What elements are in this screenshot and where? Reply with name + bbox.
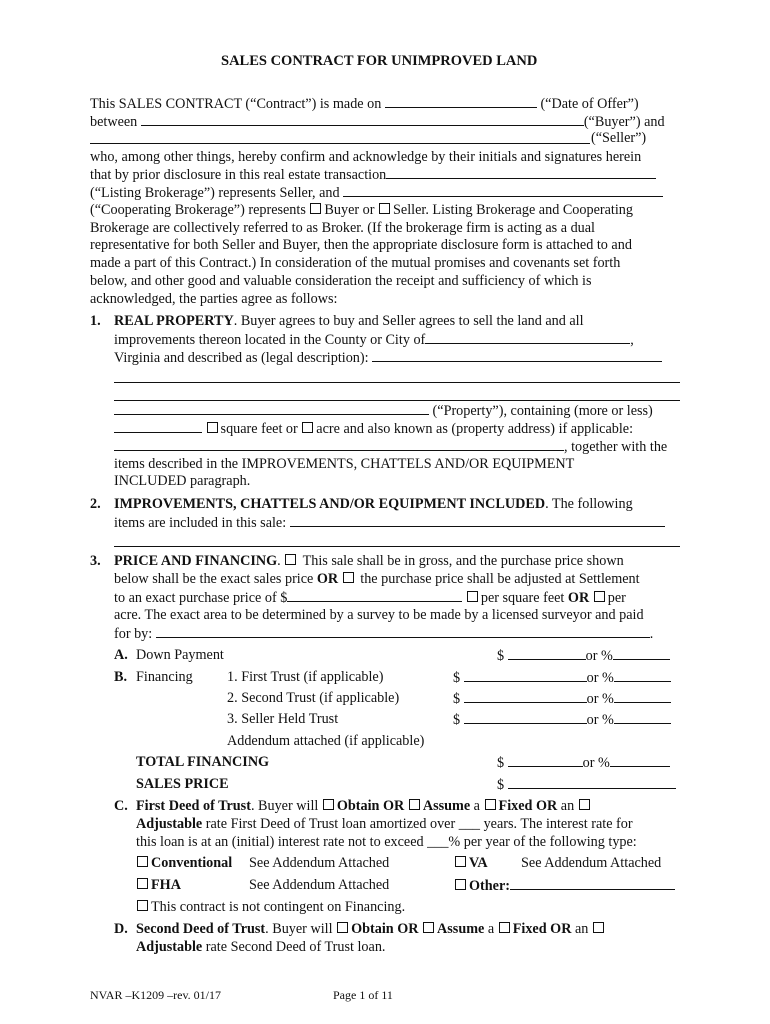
- included-items-field-2[interactable]: [114, 546, 680, 547]
- section-text: This contract is not contingent on Financing.: [151, 899, 406, 915]
- section-1-line-10: INCLUDED paragraph.: [114, 473, 251, 489]
- survey-paid-by-field[interactable]: [156, 625, 650, 638]
- section-3-line-5: [114, 625, 653, 643]
- second-deed-line-1: [136, 921, 607, 938]
- first-deed-line-1: [136, 798, 593, 815]
- section-text: .: [649, 626, 654, 642]
- section-text: VA: [469, 855, 488, 871]
- dollar-sign: $: [497, 777, 505, 793]
- down-payment-field[interactable]: [508, 647, 586, 660]
- intro-text: Seller. Listing Brokerage and Cooperating: [393, 202, 633, 218]
- first-trust-label: 1. First Trust (if applicable): [227, 669, 384, 685]
- county-city-field[interactable]: [425, 331, 630, 344]
- intro-line-9: representative for both Seller and Buyer, then the appropriate disclosure form is attached to and: [90, 237, 632, 253]
- first-deed-line-2: [136, 816, 633, 833]
- section-text: . Buyer will: [250, 798, 319, 814]
- date-of-offer-field[interactable]: [385, 95, 537, 108]
- or-percent-label: or %: [586, 712, 614, 728]
- other-field[interactable]: [510, 877, 675, 890]
- section-text: , together with the: [564, 439, 668, 455]
- or-percent-label: or %: [586, 691, 614, 707]
- total-financing-percent-field[interactable]: [610, 754, 670, 767]
- intro-line-11: below, and other good and valuable consideration the receipt and sufficiency of which is: [90, 273, 592, 289]
- section-1-line-8: [114, 438, 667, 456]
- section-1-heading: REAL PROPERTY: [114, 313, 234, 329]
- section-text: . Buyer agrees to buy and Seller agrees to sell the land and all: [233, 313, 584, 329]
- dollar-sign: $: [453, 691, 461, 707]
- second-deed-obtain-checkbox[interactable]: [337, 922, 348, 933]
- first-deed-heading: First Deed of Trust: [136, 798, 251, 814]
- section-1-line-1: [114, 313, 584, 330]
- section-text: . Buyer will: [265, 921, 333, 937]
- total-financing-field[interactable]: [508, 754, 583, 767]
- section-2-number: 2.: [90, 496, 101, 512]
- or-percent-label: or %: [582, 755, 610, 771]
- total-financing-label: TOTAL FINANCING: [136, 754, 270, 770]
- section-text: improvements thereon located in the County or City of: [114, 332, 426, 348]
- second-deed-adjustable-checkbox[interactable]: [593, 922, 604, 933]
- section-3-line-1: [114, 553, 624, 570]
- first-trust-amount: [453, 669, 671, 687]
- section-text: .: [277, 553, 281, 569]
- seller-held-trust-amount: [453, 711, 671, 729]
- addendum-label: Addendum attached (if applicable): [227, 733, 425, 749]
- property-address-field[interactable]: [114, 438, 564, 451]
- section-3-heading: PRICE AND FINANCING: [114, 553, 278, 569]
- intro-text: This SALES CONTRACT (“Contract”) is made on: [90, 96, 382, 112]
- intro-line-5: [90, 166, 656, 184]
- intro-line-10: made a part of this Contract.) In consideration of the mutual promises and covenants set forth: [90, 255, 621, 271]
- intro-text: Buyer or: [324, 202, 375, 218]
- section-text: below shall be the exact sales price: [114, 571, 314, 587]
- section-text: Other:: [469, 878, 510, 894]
- section-3-line-2: [114, 571, 640, 588]
- section-text: (“Property”), containing (more or less): [432, 403, 653, 419]
- seller-label: (“Seller”): [591, 130, 647, 146]
- section-1-line-2: [114, 331, 634, 349]
- other-option: [454, 877, 675, 895]
- second-deed-line-2: [136, 939, 385, 956]
- seller-held-trust-label: 3. Seller Held Trust: [227, 711, 339, 727]
- per-square-feet-checkbox[interactable]: [467, 591, 478, 602]
- document-title: SALES CONTRACT FOR UNIMPROVED LAND: [221, 53, 538, 69]
- cooperating-brokerage-field[interactable]: [343, 184, 663, 197]
- section-text: Adjustable: [136, 939, 203, 955]
- item-c-letter: C.: [114, 798, 128, 814]
- second-trust-field[interactable]: [464, 690, 587, 703]
- section-1-line-7: [114, 420, 633, 438]
- section-text: items are included in this sale:: [114, 515, 287, 531]
- section-2-line-2: [114, 514, 665, 532]
- other-checkbox[interactable]: [455, 879, 466, 890]
- second-deed-assume-checkbox[interactable]: [423, 922, 434, 933]
- legal-description-field-2[interactable]: [114, 382, 680, 383]
- or-percent-label: or %: [586, 670, 614, 686]
- section-1-line-6: [114, 402, 653, 420]
- section-2-line-1: [114, 496, 633, 513]
- fha-option: [136, 877, 181, 894]
- seller-held-trust-field[interactable]: [464, 711, 587, 724]
- listing-brokerage-field[interactable]: [386, 166, 656, 179]
- first-deed-line-3: this loan is at an (initial) interest rate not to exceed ___% per year of the following type:: [136, 834, 637, 850]
- adjusted-price-checkbox[interactable]: [343, 572, 354, 583]
- area-field[interactable]: [114, 420, 202, 433]
- second-deed-fixed-checkbox[interactable]: [499, 922, 510, 933]
- section-1-line-3: [114, 349, 662, 367]
- intro-text: (“Listing Brokerage”) represents Seller, and: [90, 185, 340, 201]
- buyer-checkbox[interactable]: [310, 203, 321, 214]
- dollar-sign: $: [497, 755, 505, 771]
- exact-price-field[interactable]: [287, 589, 462, 602]
- section-1-number: 1.: [90, 313, 101, 329]
- buyer-name-field[interactable]: [141, 113, 584, 126]
- section-text: for by:: [114, 626, 153, 642]
- dollar-sign: $: [453, 670, 461, 686]
- section-text: ,: [630, 332, 634, 348]
- section-text: Obtain OR: [351, 921, 419, 937]
- legal-description-field-4[interactable]: [114, 402, 429, 415]
- per-acre-checkbox[interactable]: [594, 591, 605, 602]
- first-deed-adjustable-checkbox[interactable]: [579, 799, 590, 810]
- section-text: Obtain OR: [336, 798, 405, 814]
- second-trust-percent-field[interactable]: [614, 690, 671, 703]
- intro-line-1: [90, 95, 639, 113]
- first-deed-assume-checkbox[interactable]: [409, 799, 420, 810]
- down-payment-label: Down Payment: [136, 647, 224, 663]
- or-text: OR: [567, 590, 590, 606]
- or-percent-label: or %: [585, 648, 613, 664]
- section-text: rate First Deed of Trust loan amortized over ___ years. The interest rate for: [205, 816, 633, 832]
- section-text: square feet or: [220, 421, 298, 437]
- section-text: per square feet: [480, 590, 565, 606]
- section-text: acre and also known as (property address) if applicable:: [316, 421, 634, 437]
- intro-text: that by prior disclosure in this real estate transaction: [90, 167, 387, 183]
- dollar-sign: $: [453, 712, 461, 728]
- sales-price-field[interactable]: [508, 776, 676, 789]
- section-text: This sale shall be in gross, and the purchase price shown: [302, 553, 624, 569]
- item-d-letter: D.: [114, 921, 128, 937]
- first-deed-obtain-checkbox[interactable]: [323, 799, 334, 810]
- included-items-field-1[interactable]: [290, 514, 665, 527]
- section-3-line-3: [114, 589, 626, 607]
- section-2-heading: IMPROVEMENTS, CHATTELS AND/OR EQUIPMENT INCLUDED: [114, 496, 546, 512]
- section-3-line-4: acre. The exact area to be determined by a survey to be made by a licensed surveyor and paid: [114, 607, 644, 623]
- sales-price-amount: [497, 776, 676, 794]
- conventional-addendum: See Addendum Attached: [249, 855, 390, 871]
- section-text: to an exact purchase price of $: [114, 590, 288, 606]
- section-text: Fixed OR: [498, 798, 558, 814]
- section-text: Assume: [437, 921, 485, 937]
- or-text: OR: [316, 571, 339, 587]
- legal-description-field-3[interactable]: [114, 400, 680, 401]
- not-contingent-checkbox[interactable]: [137, 900, 148, 911]
- seller-held-trust-percent-field[interactable]: [614, 711, 671, 724]
- intro-line-8: Brokerage are collectively referred to as Broker. (If the brokerage firm is acting as a dual: [90, 220, 595, 236]
- va-option: [454, 855, 488, 872]
- first-trust-percent-field[interactable]: [614, 669, 671, 682]
- intro-line-12: acknowledged, the parties agree as follows:: [90, 291, 338, 307]
- section-text: rate Second Deed of Trust loan.: [205, 939, 386, 955]
- intro-text: (“Cooperating Brokerage”) represents: [90, 202, 306, 218]
- seller-name-field[interactable]: [90, 143, 590, 144]
- total-financing-amount: [497, 754, 670, 772]
- seller-checkbox[interactable]: [379, 203, 390, 214]
- intro-line-4: who, among other things, hereby confirm and acknowledge by their initials and signatures herein: [90, 149, 642, 165]
- section-3-number: 3.: [90, 553, 101, 569]
- sales-price-label: SALES PRICE: [136, 776, 229, 792]
- section-text: Adjustable: [136, 816, 203, 832]
- intro-line-2: [90, 113, 665, 131]
- section-text: Virginia and described as (legal description):: [114, 350, 369, 366]
- down-payment-amount: [497, 647, 670, 665]
- section-text: Assume: [422, 798, 471, 814]
- intro-text: between: [90, 114, 138, 130]
- fha-addendum: See Addendum Attached: [249, 877, 390, 893]
- section-text: FHA: [151, 877, 181, 893]
- fha-checkbox[interactable]: [137, 878, 148, 889]
- footer-page-number: Page 1 of 11: [333, 988, 393, 1002]
- second-trust-label: 2. Second Trust (if applicable): [227, 690, 400, 706]
- va-addendum: See Addendum Attached: [521, 855, 662, 871]
- intro-text: (“Date of Offer”): [540, 96, 639, 112]
- item-b-letter: B.: [114, 669, 128, 685]
- acre-checkbox[interactable]: [302, 422, 313, 433]
- section-text: per: [607, 590, 626, 606]
- not-contingent-option: [136, 899, 405, 916]
- section-text: . The following: [545, 496, 633, 512]
- section-1-line-9: items described in the IMPROVEMENTS, CHATTELS AND/OR EQUIPMENT: [114, 456, 575, 472]
- footer-form-id: NVAR –K1209 –rev. 01/17: [90, 988, 221, 1002]
- down-payment-percent-field[interactable]: [613, 647, 670, 660]
- section-text: the purchase price shall be adjusted at Settlement: [360, 571, 640, 587]
- financing-label: Financing: [136, 669, 193, 685]
- section-text: Fixed OR: [512, 921, 572, 937]
- section-text: Conventional: [151, 855, 233, 871]
- va-checkbox[interactable]: [455, 856, 466, 867]
- dollar-sign: $: [497, 648, 505, 664]
- second-trust-amount: [453, 690, 671, 708]
- legal-description-field-1[interactable]: [372, 349, 662, 362]
- first-trust-field[interactable]: [464, 669, 587, 682]
- conventional-option: [136, 855, 232, 872]
- square-feet-checkbox[interactable]: [207, 422, 218, 433]
- intro-line-6: [90, 184, 663, 202]
- second-deed-heading: Second Deed of Trust: [136, 921, 266, 937]
- first-deed-fixed-checkbox[interactable]: [485, 799, 496, 810]
- conventional-checkbox[interactable]: [137, 856, 148, 867]
- gross-sale-checkbox[interactable]: [285, 554, 296, 565]
- intro-text: (“Buyer”) and: [583, 114, 665, 130]
- section-text: a: [487, 921, 495, 937]
- section-text: an: [575, 921, 589, 937]
- item-a-letter: A.: [114, 647, 128, 663]
- intro-line-7: [90, 202, 633, 219]
- section-text: an: [560, 798, 575, 814]
- section-text: a: [473, 798, 480, 814]
